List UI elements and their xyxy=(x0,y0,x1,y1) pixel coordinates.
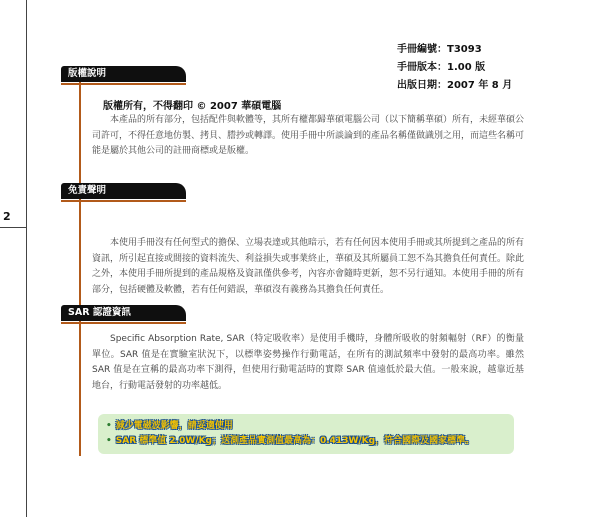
page-number: 2 xyxy=(3,210,11,223)
disclaimer-paragraph: 本使用手冊沒有任何型式的擔保、立場表達或其他暗示，若有任何因本使用手冊或其所提到之產品的所有資訊，所引起直接或間接的資料流失、利益損失或事業終止，華碩及其所屬員工恕不為其擔負任何責任。除此之外，本使用手冊所提到的產品規格及資訊僅供參考，內容亦會隨時更新，恕不另行通知。本使用手冊的所有部分，包括硬體及軟體，若有任何錯誤，華碩沒有義務為其擔負任何責任。 xyxy=(92,238,525,295)
section-vertical-rule xyxy=(79,78,81,456)
sar-notice-line-2: • SAR 標準值 2.0W/Kg；送測產品實測值最高為：0.413W/Kg，符合國際及國家標準。 xyxy=(106,436,475,446)
section-tab-disclaimer: 免責聲明 xyxy=(61,183,186,199)
sar-notice-box xyxy=(98,414,514,454)
section-tab-sar: SAR 認證資訊 xyxy=(61,305,186,321)
sar-notice-line-1: • 減少電磁波影響，請妥適使用 xyxy=(106,421,233,431)
bullet-icon: • xyxy=(106,436,112,446)
sar-paragraph: Specific Absorption Rate, SAR（特定吸收率）是使用手機時，身體所吸收的射頻輻射（RF）的衡量單位。SAR 值是在實驗室狀況下，以標準姿勢操作行動電話，在所有的測試頻率中發射的最高功率。雖然 SAR 值是在宣稱的最高功率下測得，但使用行動電話時的實際 SAR 值遠低於最大值。一般來說，越靠近基地台，行動電話發射的功率越低。 xyxy=(92,334,524,391)
manual-version: 手冊版本：1.00 版 xyxy=(397,62,486,73)
publish-date: 出版日期：2007 年 8 月 xyxy=(397,80,513,91)
section-tab-copyright: 版權說明 xyxy=(61,66,186,82)
copyright-paragraph: 本產品的所有部分，包括配件與軟體等，其所有權都歸華碩電腦公司（以下簡稱華碩）所有，未經華碩公司許可，不得任意地仿製、拷貝、謄抄或轉譯。使用手冊中所談論到的產品名稱僅做識別之用，而這些名稱可能是屬於其他公司的註冊商標或是版權。 xyxy=(92,115,525,156)
page-margin-rule xyxy=(26,0,27,517)
page-number-tick xyxy=(0,227,27,228)
manual-meta xyxy=(397,41,512,95)
manual-number: 手冊編號：T3093 xyxy=(397,44,482,55)
bullet-icon: • xyxy=(106,421,112,431)
copyright-heading: 版權所有，不得翻印 © 2007 華碩電腦 xyxy=(103,101,282,112)
